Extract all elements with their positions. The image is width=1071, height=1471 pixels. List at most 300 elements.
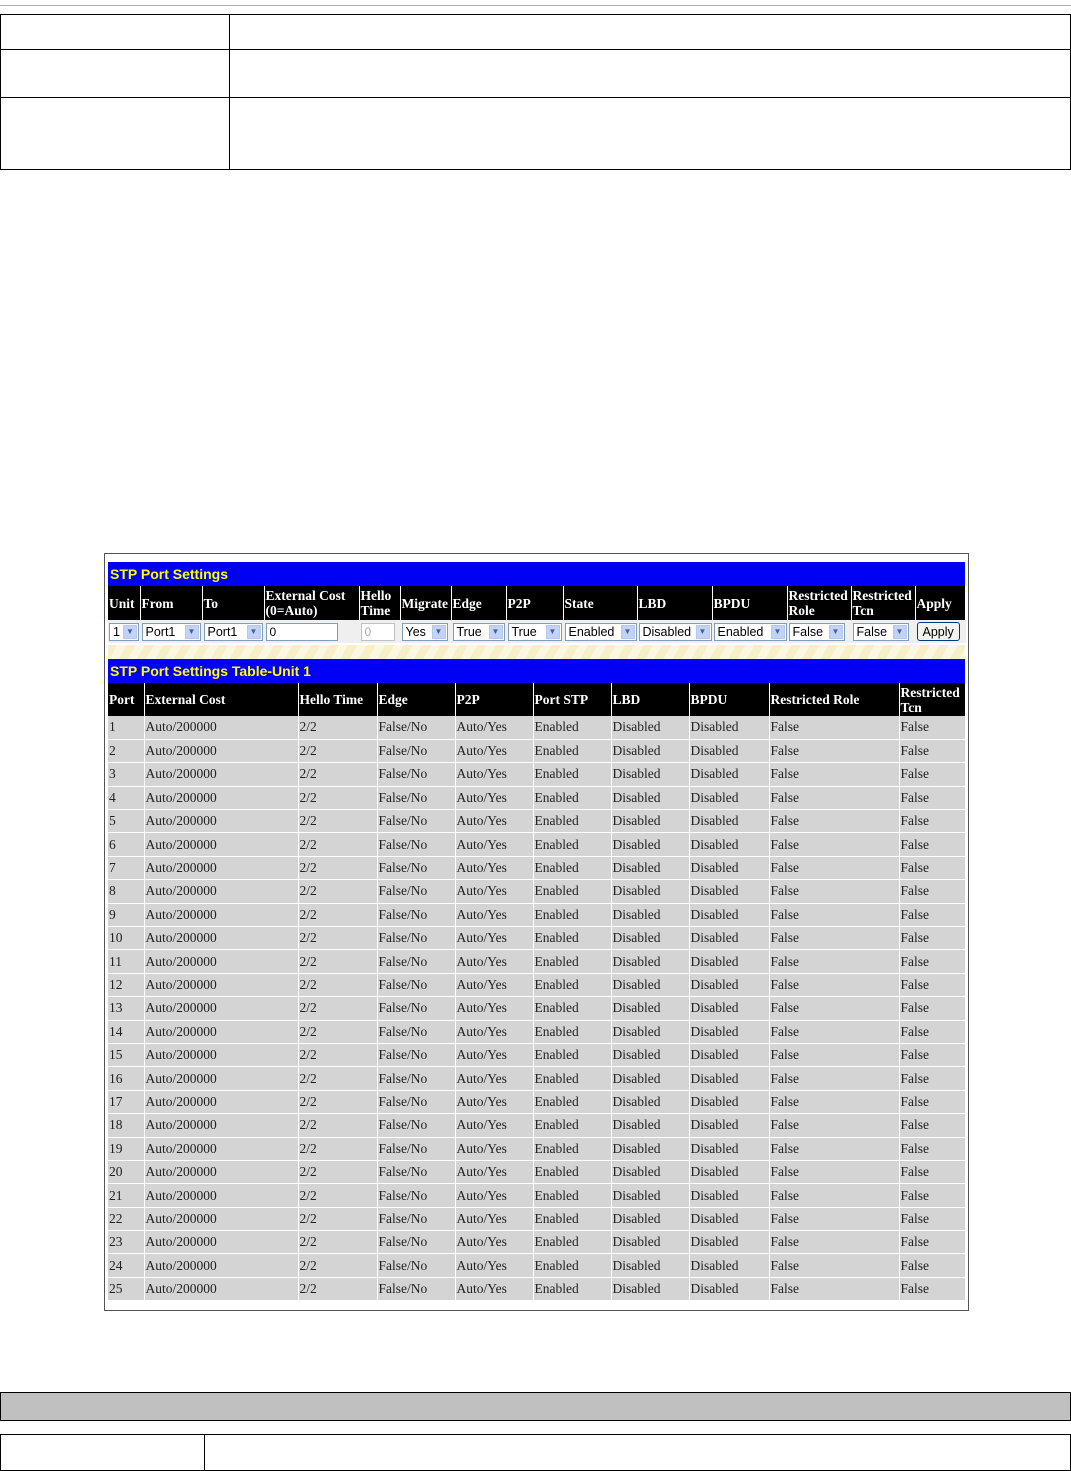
header-p2p: P2P <box>506 586 563 620</box>
col-port: Port <box>108 683 144 716</box>
table-cell: 2/2 <box>298 973 377 996</box>
chevron-down-icon: ▼ <box>123 625 137 639</box>
table-cell: False/No <box>377 973 455 996</box>
table-cell: False <box>899 1020 965 1043</box>
hello-time-input: 0 <box>361 623 395 641</box>
chevron-down-icon: ▼ <box>621 625 635 639</box>
table-cell: False <box>769 1020 899 1043</box>
table-cell: Auto/200000 <box>144 810 298 833</box>
table-cell: Disabled <box>611 1043 689 1066</box>
table-cell: Auto/200000 <box>144 973 298 996</box>
table-cell: Auto/Yes <box>455 973 533 996</box>
table-row <box>108 786 965 809</box>
table-cell: Disabled <box>689 1184 769 1207</box>
table-cell: 2/2 <box>298 1277 377 1300</box>
table-cell: Enabled <box>533 903 611 926</box>
table-cell: False <box>899 739 965 762</box>
table-cell: Auto/Yes <box>455 903 533 926</box>
table-cell: False/No <box>377 927 455 950</box>
header-state: State <box>563 586 637 620</box>
table-cell: Disabled <box>689 1277 769 1300</box>
table-cell: Auto/200000 <box>144 880 298 903</box>
table-cell: Disabled <box>611 880 689 903</box>
table-cell: False/No <box>377 880 455 903</box>
col-restricted-role: Restricted Role <box>769 683 899 716</box>
col-bpdu: BPDU <box>689 683 769 716</box>
table-cell: 2/2 <box>298 1231 377 1254</box>
doc-table-top <box>0 14 1071 170</box>
table-row <box>108 1207 965 1230</box>
table-cell: Disabled <box>611 973 689 996</box>
stp-port-settings-table <box>108 683 965 1301</box>
table-cell: 1 <box>108 716 144 739</box>
table-cell: False <box>769 973 899 996</box>
table-cell: False <box>769 739 899 762</box>
table-cell: 5 <box>108 810 144 833</box>
table-cell: 14 <box>108 1020 144 1043</box>
table-cell: False/No <box>377 1067 455 1090</box>
header-to: To <box>202 586 264 620</box>
table-cell: Auto/Yes <box>455 786 533 809</box>
header-external-cost: External Cost (0=Auto) <box>264 586 359 620</box>
chevron-down-icon: ▼ <box>432 625 446 639</box>
table-cell: Auto/200000 <box>144 927 298 950</box>
table-cell: False <box>769 950 899 973</box>
table-cell: False <box>769 786 899 809</box>
table-row <box>108 1114 965 1137</box>
table-cell: Enabled <box>533 856 611 879</box>
table-cell: Enabled <box>533 1231 611 1254</box>
table-cell: Disabled <box>689 880 769 903</box>
table-cell: False <box>769 1090 899 1113</box>
table-cell: Auto/Yes <box>455 1067 533 1090</box>
table-cell: Auto/200000 <box>144 1114 298 1137</box>
table-cell: False <box>769 810 899 833</box>
table-cell: False/No <box>377 1184 455 1207</box>
table-cell: Auto/Yes <box>455 1254 533 1277</box>
decorative-band <box>108 645 965 659</box>
stp-port-table-title: STP Port Settings Table-Unit 1 <box>108 659 965 683</box>
page-top-rule <box>0 5 1071 6</box>
table-cell: Auto/200000 <box>144 950 298 973</box>
table-cell: 22 <box>108 1207 144 1230</box>
table-cell: Auto/200000 <box>144 1231 298 1254</box>
table-cell: 3 <box>108 763 144 786</box>
table-cell: Auto/Yes <box>455 1277 533 1300</box>
table-cell: Disabled <box>611 1207 689 1230</box>
table-cell: Auto/Yes <box>455 1207 533 1230</box>
table-cell: False/No <box>377 810 455 833</box>
table-cell: Auto/200000 <box>144 1184 298 1207</box>
table-cell: Auto/200000 <box>144 1207 298 1230</box>
table-cell: 2/2 <box>298 880 377 903</box>
external-cost-input[interactable]: 0 <box>266 623 338 641</box>
table-cell: Enabled <box>533 1254 611 1277</box>
table-cell: False/No <box>377 786 455 809</box>
table-row <box>108 833 965 856</box>
table-cell: False <box>899 997 965 1020</box>
table-row <box>108 810 965 833</box>
table-cell: False <box>769 903 899 926</box>
table-cell: False <box>899 1184 965 1207</box>
table-cell: 2/2 <box>298 856 377 879</box>
table-cell: Auto/200000 <box>144 833 298 856</box>
table-cell: Enabled <box>533 997 611 1020</box>
table-cell: False <box>769 763 899 786</box>
table-cell: Auto/200000 <box>144 763 298 786</box>
table-cell: 2/2 <box>298 1020 377 1043</box>
table-cell: False <box>899 833 965 856</box>
table-cell: False <box>899 763 965 786</box>
table-row <box>108 1160 965 1183</box>
table-cell: Disabled <box>611 1090 689 1113</box>
table-cell: False <box>769 1231 899 1254</box>
table-cell: Auto/Yes <box>455 810 533 833</box>
col-lbd: LBD <box>611 683 689 716</box>
table-cell: Disabled <box>689 903 769 926</box>
table-cell: 19 <box>108 1137 144 1160</box>
table-cell: Enabled <box>533 1090 611 1113</box>
doc-table-row <box>1 50 1071 98</box>
table-cell: 6 <box>108 833 144 856</box>
table-cell: 25 <box>108 1277 144 1300</box>
header-edge: Edge <box>451 586 506 620</box>
table-cell: False <box>769 833 899 856</box>
table-row <box>108 997 965 1020</box>
table-cell: Disabled <box>689 716 769 739</box>
table-row <box>108 927 965 950</box>
table-cell: Enabled <box>533 810 611 833</box>
table-cell: Disabled <box>689 997 769 1020</box>
table-cell: False <box>899 1137 965 1160</box>
table-cell: False <box>899 880 965 903</box>
table-cell: 2/2 <box>298 903 377 926</box>
settings-input-row <box>108 620 965 643</box>
table-cell: Enabled <box>533 880 611 903</box>
table-cell: Disabled <box>689 810 769 833</box>
table-cell: 2/2 <box>298 950 377 973</box>
table-cell: Disabled <box>611 1277 689 1300</box>
table-cell: False/No <box>377 763 455 786</box>
table-cell: Disabled <box>611 927 689 950</box>
table-cell: Disabled <box>611 1020 689 1043</box>
table-cell: False <box>899 1254 965 1277</box>
table-cell: Disabled <box>689 1090 769 1113</box>
bpdu-select[interactable]: Enabled ▼ <box>714 623 787 641</box>
table-cell: False <box>769 1137 899 1160</box>
table-cell: False <box>769 927 899 950</box>
table-cell: Disabled <box>611 1114 689 1137</box>
table-cell: Disabled <box>689 1114 769 1137</box>
table-cell: False <box>769 997 899 1020</box>
table-cell: Disabled <box>689 1137 769 1160</box>
table-cell: Auto/Yes <box>455 1184 533 1207</box>
table-cell: Enabled <box>533 1137 611 1160</box>
table-cell: 24 <box>108 1254 144 1277</box>
table-cell: Disabled <box>611 763 689 786</box>
header-unit: Unit <box>108 586 140 620</box>
table-cell: Disabled <box>611 1184 689 1207</box>
table-cell: Disabled <box>689 1067 769 1090</box>
table-cell: Auto/200000 <box>144 1020 298 1043</box>
table-cell: Disabled <box>689 786 769 809</box>
edge-select[interactable]: True ▼ <box>453 623 505 641</box>
table-cell: False <box>899 1207 965 1230</box>
table-cell: False/No <box>377 1090 455 1113</box>
table-cell: 2/2 <box>298 1114 377 1137</box>
header-restricted-role: Restricted Role <box>787 586 851 620</box>
settings-header-row <box>108 586 965 620</box>
chevron-down-icon: ▼ <box>829 625 843 639</box>
table-cell: False <box>769 1254 899 1277</box>
table-cell: Auto/200000 <box>144 1254 298 1277</box>
table-row <box>108 739 965 762</box>
table-cell: False <box>899 786 965 809</box>
table-cell: Auto/200000 <box>144 1160 298 1183</box>
table-cell: Auto/Yes <box>455 1160 533 1183</box>
table-cell: 2/2 <box>298 1254 377 1277</box>
restricted-role-select[interactable]: False ▼ <box>789 623 845 641</box>
table-cell: False <box>899 1090 965 1113</box>
table-cell: False <box>899 1231 965 1254</box>
table-cell: False <box>769 856 899 879</box>
table-cell: 17 <box>108 1090 144 1113</box>
table-cell: False <box>769 1114 899 1137</box>
table-cell: False/No <box>377 716 455 739</box>
stp-screenshot-panel <box>104 553 969 1311</box>
table-cell: False/No <box>377 1277 455 1300</box>
table-cell: False/No <box>377 1231 455 1254</box>
table-cell: 12 <box>108 973 144 996</box>
lbd-select[interactable]: Disabled ▼ <box>639 623 712 641</box>
table-cell: Auto/200000 <box>144 786 298 809</box>
doc-table-bottom <box>0 1434 1071 1471</box>
table-cell: Enabled <box>533 927 611 950</box>
table-cell: False <box>899 903 965 926</box>
table-cell: False <box>769 1043 899 1066</box>
table-cell: Enabled <box>533 739 611 762</box>
table-cell: False/No <box>377 833 455 856</box>
table-cell: False/No <box>377 903 455 926</box>
col-external-cost: External Cost <box>144 683 298 716</box>
table-row <box>108 856 965 879</box>
table-cell: 10 <box>108 927 144 950</box>
header-hello-time: Hello Time <box>359 586 400 620</box>
doc-table-row <box>1 1435 1071 1471</box>
table-cell: Disabled <box>689 950 769 973</box>
table-cell: Enabled <box>533 1114 611 1137</box>
table-cell: Disabled <box>689 833 769 856</box>
table-cell: 2/2 <box>298 997 377 1020</box>
table-row <box>108 950 965 973</box>
table-cell: Enabled <box>533 973 611 996</box>
table-cell: 2 <box>108 739 144 762</box>
table-cell: Enabled <box>533 833 611 856</box>
table-cell: Disabled <box>689 856 769 879</box>
table-cell: Enabled <box>533 1043 611 1066</box>
table-cell: False <box>769 1184 899 1207</box>
restricted-tcn-select[interactable]: False ▼ <box>853 623 909 641</box>
table-cell: Disabled <box>689 739 769 762</box>
table-cell: Disabled <box>689 1020 769 1043</box>
table-cell: 2/2 <box>298 763 377 786</box>
section-gray-bar <box>0 1392 1071 1421</box>
table-cell: Auto/Yes <box>455 1020 533 1043</box>
table-cell: False <box>899 856 965 879</box>
ports-table-body <box>108 716 965 1301</box>
chevron-down-icon: ▼ <box>771 625 785 639</box>
table-cell: Auto/Yes <box>455 856 533 879</box>
table-cell: 20 <box>108 1160 144 1183</box>
doc-table-row <box>1 15 1071 50</box>
table-cell: 16 <box>108 1067 144 1090</box>
table-cell: 7 <box>108 856 144 879</box>
apply-button[interactable]: Apply <box>917 622 960 641</box>
table-cell: Enabled <box>533 786 611 809</box>
col-hello-time: Hello Time <box>298 683 377 716</box>
table-cell: 2/2 <box>298 716 377 739</box>
table-cell: False <box>899 973 965 996</box>
col-port-stp: Port STP <box>533 683 611 716</box>
chevron-down-icon: ▼ <box>247 625 261 639</box>
from-port-select[interactable]: Port1 ▼ <box>142 623 201 641</box>
table-cell: False <box>899 1277 965 1300</box>
col-p2p: P2P <box>455 683 533 716</box>
table-cell: Auto/Yes <box>455 950 533 973</box>
table-cell: False <box>769 1067 899 1090</box>
table-cell: Disabled <box>611 833 689 856</box>
table-cell: Auto/200000 <box>144 1090 298 1113</box>
table-cell: Auto/200000 <box>144 739 298 762</box>
table-cell: Disabled <box>689 763 769 786</box>
table-cell: False <box>899 810 965 833</box>
table-cell: Enabled <box>533 1067 611 1090</box>
table-cell: False/No <box>377 1137 455 1160</box>
table-cell: False/No <box>377 997 455 1020</box>
state-select[interactable]: Enabled ▼ <box>565 623 637 641</box>
table-cell: 13 <box>108 997 144 1020</box>
table-cell: 2/2 <box>298 1067 377 1090</box>
stp-port-settings-title: STP Port Settings <box>108 562 965 586</box>
table-cell: False <box>899 1043 965 1066</box>
table-cell: Auto/200000 <box>144 1067 298 1090</box>
table-cell: False <box>899 1114 965 1137</box>
table-cell: False/No <box>377 1043 455 1066</box>
table-cell: False/No <box>377 739 455 762</box>
table-cell: Auto/200000 <box>144 856 298 879</box>
table-cell: Auto/Yes <box>455 739 533 762</box>
table-cell: 2/2 <box>298 1137 377 1160</box>
table-cell: Auto/200000 <box>144 1277 298 1300</box>
table-cell: False/No <box>377 1160 455 1183</box>
table-cell: Disabled <box>689 1207 769 1230</box>
table-cell: Disabled <box>689 1160 769 1183</box>
table-cell: False <box>899 716 965 739</box>
table-cell: Enabled <box>533 1184 611 1207</box>
table-cell: False <box>769 1277 899 1300</box>
table-cell: Auto/200000 <box>144 1043 298 1066</box>
table-cell: False <box>769 880 899 903</box>
table-cell: 8 <box>108 880 144 903</box>
table-cell: 2/2 <box>298 1207 377 1230</box>
table-cell: False <box>769 716 899 739</box>
header-migrate: Migrate <box>400 586 451 620</box>
table-cell: False/No <box>377 1207 455 1230</box>
table-cell: 2/2 <box>298 1043 377 1066</box>
migrate-select[interactable]: Yes ▼ <box>402 623 448 641</box>
table-row <box>108 1043 965 1066</box>
table-cell: 4 <box>108 786 144 809</box>
table-cell: Enabled <box>533 1020 611 1043</box>
table-cell: Auto/Yes <box>455 880 533 903</box>
table-cell: Disabled <box>611 1231 689 1254</box>
table-row <box>108 880 965 903</box>
header-from: From <box>140 586 202 620</box>
table-cell: 18 <box>108 1114 144 1137</box>
unit-select[interactable]: 1 ▼ <box>109 623 139 641</box>
table-row <box>108 1137 965 1160</box>
table-cell: Enabled <box>533 716 611 739</box>
table-row <box>108 1020 965 1043</box>
table-row <box>108 1067 965 1090</box>
table-cell: Disabled <box>611 786 689 809</box>
col-restricted-tcn: Restricted Tcn <box>899 683 965 716</box>
table-cell: 2/2 <box>298 1184 377 1207</box>
table-cell: Disabled <box>611 716 689 739</box>
table-cell: Disabled <box>611 1254 689 1277</box>
table-cell: Disabled <box>611 1067 689 1090</box>
table-cell: 2/2 <box>298 1090 377 1113</box>
table-cell: False <box>769 1160 899 1183</box>
table-cell: Auto/Yes <box>455 1043 533 1066</box>
table-cell: False/No <box>377 1254 455 1277</box>
table-cell: 21 <box>108 1184 144 1207</box>
to-port-select[interactable]: Port1 ▼ <box>204 623 263 641</box>
table-cell: False <box>899 1067 965 1090</box>
table-cell: 15 <box>108 1043 144 1066</box>
table-cell: Enabled <box>533 1207 611 1230</box>
table-cell: False/No <box>377 950 455 973</box>
table-cell: 2/2 <box>298 810 377 833</box>
table-cell: Auto/Yes <box>455 1137 533 1160</box>
table-cell: False <box>899 1160 965 1183</box>
ports-header-row <box>108 683 965 716</box>
table-cell: False/No <box>377 1114 455 1137</box>
table-cell: Auto/Yes <box>455 716 533 739</box>
table-cell: False <box>899 927 965 950</box>
p2p-select[interactable]: True ▼ <box>508 623 562 641</box>
table-cell: 2/2 <box>298 927 377 950</box>
table-cell: Auto/200000 <box>144 716 298 739</box>
table-row <box>108 1231 965 1254</box>
table-cell: Disabled <box>689 973 769 996</box>
table-cell: Auto/Yes <box>455 833 533 856</box>
table-cell: Enabled <box>533 763 611 786</box>
stp-port-settings-form <box>108 586 966 643</box>
table-row <box>108 973 965 996</box>
table-cell: Auto/200000 <box>144 997 298 1020</box>
chevron-down-icon: ▼ <box>185 625 199 639</box>
table-cell: Disabled <box>611 903 689 926</box>
table-cell: 2/2 <box>298 739 377 762</box>
table-cell: Disabled <box>689 927 769 950</box>
table-cell: Disabled <box>689 1043 769 1066</box>
table-cell: Disabled <box>689 1231 769 1254</box>
table-cell: Auto/Yes <box>455 763 533 786</box>
doc-table-row <box>1 98 1071 170</box>
table-cell: Auto/Yes <box>455 1231 533 1254</box>
table-cell: Disabled <box>611 1137 689 1160</box>
